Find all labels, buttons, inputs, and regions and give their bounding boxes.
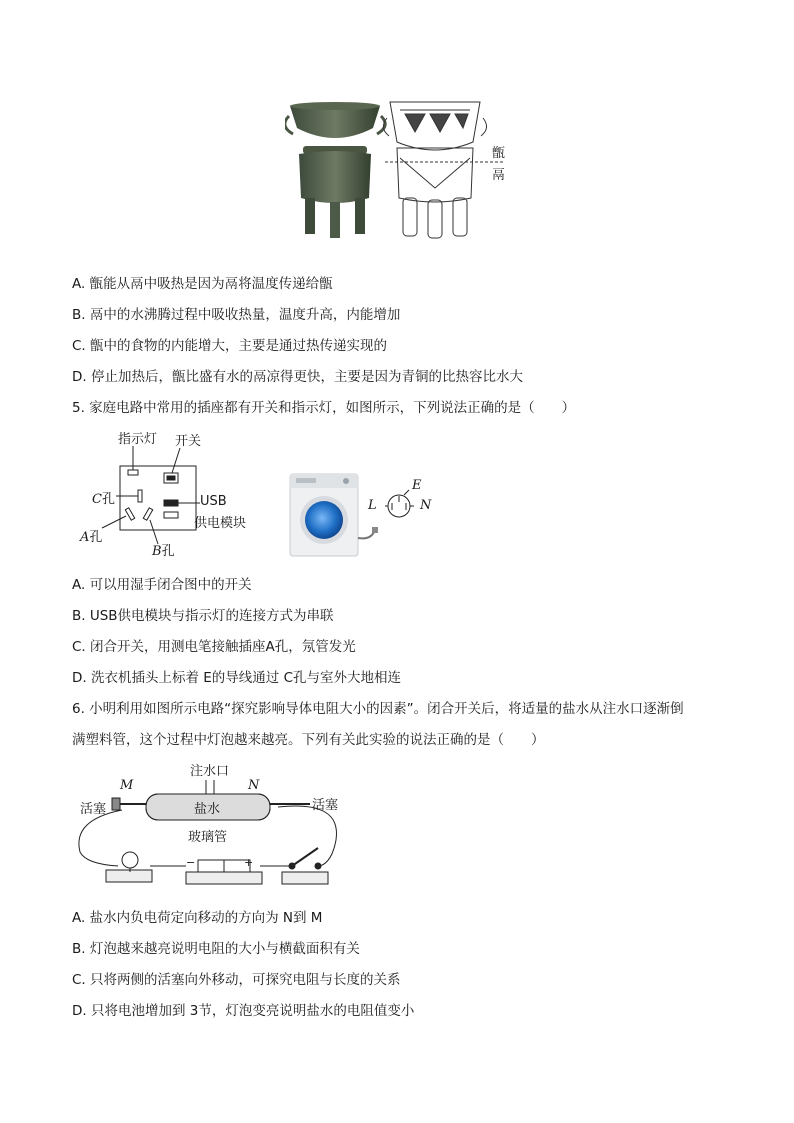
vessel-drawing <box>383 102 506 238</box>
bronze-vessel-svg <box>285 98 515 240</box>
q6-option-a: A. 盐水内负电荷定向移动的方向为 N到 M <box>72 910 323 926</box>
q5-option-c: C. 闭合开关，用测电笔接触插座A孔，氖管发光 <box>72 639 356 655</box>
circuit-figure <box>74 760 354 892</box>
label-plus: + <box>244 856 254 869</box>
label-usb: USB <box>200 494 227 509</box>
vessel-photo <box>285 102 385 238</box>
q4-option-c: C. 甑中的食物的内能增大，主要是通过热传递实现的 <box>72 338 388 354</box>
q6-option-c: C. 只将两侧的活塞向外移动，可探究电阻与长度的关系 <box>72 972 401 988</box>
q6-stem-line2: 满塑料管，这个过程中灯泡越来越亮。下列有关此实验的说法正确的是（ ） <box>72 732 545 748</box>
label-a-hole: A孔 <box>80 530 103 545</box>
q5-option-a: A. 可以用湿手闭合图中的开关 <box>72 577 252 593</box>
label-plug-l: L <box>368 498 377 513</box>
q4-option-d: D. 停止加热后，甑比盛有水的鬲凉得更快，主要是因为青铜的比热容比水大 <box>72 369 523 385</box>
label-li: 鬲 <box>492 168 506 183</box>
q5-option-d: D. 洗衣机插头上标着 E的导线通过 C孔与室外大地相连 <box>72 670 402 686</box>
label-power-module: 供电模块 <box>194 516 247 531</box>
label-minus: − <box>186 856 196 869</box>
q6-option-b: B. 灯泡越来越亮说明电阻的大小与横截面积有关 <box>72 941 360 957</box>
q4-option-a: A. 甑能从鬲中吸热是因为鬲将温度传递给甑 <box>72 276 333 292</box>
label-switch: 开关 <box>175 434 202 449</box>
plug-symbol <box>385 490 414 517</box>
label-c-hole: C孔 <box>92 492 115 507</box>
label-piston-right: 活塞 <box>312 798 339 813</box>
label-plug-n: N <box>420 498 432 513</box>
q5-stem: 5. 家庭电路中常用的插座都有开关和指示灯，如图所示，下列说法正确的是（ ） <box>72 400 576 416</box>
label-indicator: 指示灯 <box>118 432 158 447</box>
q4-option-b: B. 鬲中的水沸腾过程中吸收热量，温度升高，内能增加 <box>72 307 401 323</box>
socket-figure <box>80 428 280 558</box>
label-plug-e: E <box>412 478 422 493</box>
label-zeng: 甑 <box>492 146 506 161</box>
label-saltwater: 盐水 <box>194 802 221 817</box>
label-tube: 玻璃管 <box>188 830 228 845</box>
label-n: N <box>248 778 260 793</box>
washer-figure <box>288 470 438 560</box>
q5-option-b: B. USB供电模块与指示灯的连接方式为串联 <box>72 608 334 624</box>
label-inlet: 注水口 <box>190 764 230 779</box>
washing-machine <box>290 474 378 556</box>
label-piston-left: 活塞 <box>80 802 107 817</box>
q6-stem-line1: 6. 小明利用如图所示电路“探究影响导体电阻大小的因素”。闭合开关后，将适量的盐水从注水口逐渐倒 <box>72 701 684 717</box>
label-b-hole: B孔 <box>152 544 175 559</box>
label-m: M <box>120 778 134 793</box>
q6-option-d: D. 只将电池增加到 3节，灯泡变亮说明盐水的电阻值变小 <box>72 1003 415 1019</box>
bronze-vessel-figure <box>285 98 515 240</box>
